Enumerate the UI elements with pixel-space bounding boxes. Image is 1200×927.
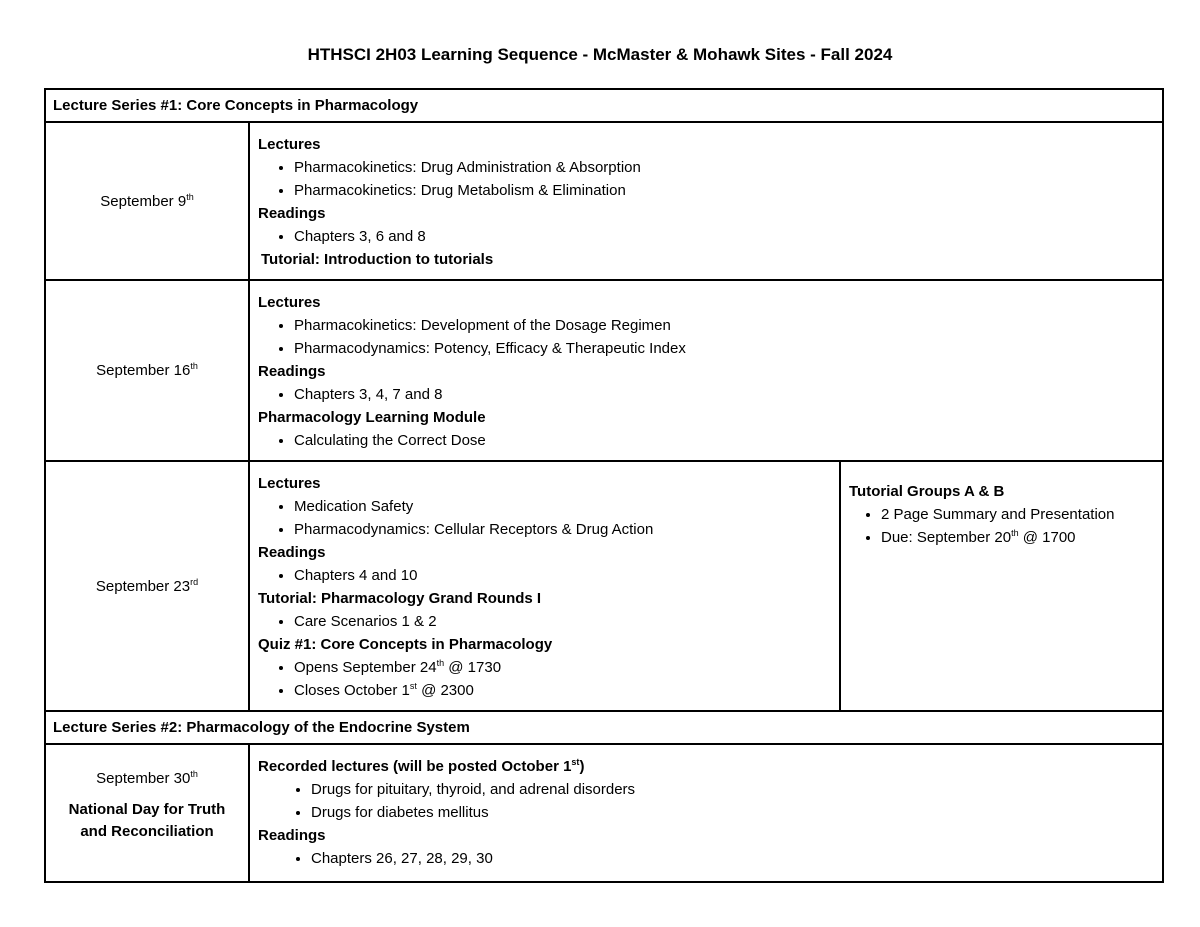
date-suffix: th <box>190 769 198 779</box>
lectures-list <box>258 156 1154 202</box>
quiz-closes-item: • Closes October 1st @ 2300 <box>294 679 831 702</box>
week-content <box>249 122 1163 280</box>
readings-list <box>258 564 831 587</box>
tutorial-list <box>258 610 831 633</box>
week-content <box>249 280 1163 461</box>
lectures-heading: Lectures <box>258 136 321 153</box>
list-item: • Care Scenarios 1 & 2 <box>294 610 831 633</box>
readings-heading: Readings <box>258 827 326 844</box>
series-header-row <box>45 89 1163 122</box>
week-row-sep-23 <box>45 461 1163 711</box>
readings-list <box>258 847 1154 870</box>
list-item: • Chapters 4 and 10 <box>294 564 831 587</box>
list-item: • Chapters 3, 4, 7 and 8 <box>294 383 1154 406</box>
week-date <box>45 122 249 280</box>
tutorial-heading: Tutorial: Introduction to tutorials <box>261 251 494 268</box>
lectures-list <box>258 495 831 541</box>
list-item: • Pharmacokinetics: Drug Administration & Absorption <box>294 156 1154 179</box>
recorded-lectures-heading: Recorded lectures (will be posted October 1st) <box>258 757 585 775</box>
quiz-heading: Quiz #1: Core Concepts in Pharmacology <box>258 636 553 653</box>
readings-list <box>258 225 1154 248</box>
list-item: • Pharmacodynamics: Potency, Efficacy & Therapeutic Index <box>294 337 1154 360</box>
list-item: • Chapters 3, 6 and 8 <box>294 225 1154 248</box>
date-text: September 23 <box>95 577 191 595</box>
week-date <box>45 280 249 461</box>
series-2-title: Lecture Series #2: Pharmacology of the Endocrine System <box>45 711 1163 744</box>
learning-module-list <box>258 429 1154 452</box>
list-item: • Drugs for pituitary, thyroid, and adrenal disorders <box>311 778 1154 801</box>
date-text: September 30 <box>96 770 191 787</box>
learning-sequence-table <box>44 88 1164 883</box>
list-item: • Medication Safety <box>294 495 831 518</box>
week-date <box>45 744 249 882</box>
readings-list <box>258 383 1154 406</box>
date-suffix: th <box>186 191 194 202</box>
holiday-note: National Day for Truth and Reconciliation <box>68 801 226 840</box>
week-date <box>45 461 249 711</box>
lectures-heading: Lectures <box>258 294 321 311</box>
list-item: • Pharmacokinetics: Development of the Dosage Regimen <box>294 314 1154 337</box>
list-item: • Chapters 26, 27, 28, 29, 30 <box>311 847 1154 870</box>
series-header-row <box>45 711 1163 744</box>
week-row-sep-30 <box>45 744 1163 882</box>
readings-heading: Readings <box>258 544 326 561</box>
quiz-list <box>258 656 831 702</box>
tutorial-groups-cell <box>840 461 1163 711</box>
lectures-list <box>258 314 1154 360</box>
tutorial-groups-list <box>849 503 1154 549</box>
week-content <box>249 461 840 711</box>
learning-module-heading: Pharmacology Learning Module <box>258 409 486 426</box>
due-date-item: • Due: September 20th @ 1700 <box>881 526 1154 549</box>
date-suffix: th <box>190 361 198 371</box>
series-1-title: Lecture Series #1: Core Concepts in Pharmacology <box>45 89 1163 122</box>
quiz-opens-item: • Opens September 24th @ 1730 <box>294 656 831 679</box>
tutorial-groups-heading: Tutorial Groups A & B <box>849 483 1005 500</box>
lectures-heading: Lectures <box>258 475 321 492</box>
list-item: • 2 Page Summary and Presentation <box>881 503 1154 526</box>
week-content <box>249 744 1163 882</box>
document-title: HTHSCI 2H03 Learning Sequence - McMaster & Mohawk Sites - Fall 2024 <box>307 45 893 64</box>
week-row-sep-16 <box>45 280 1163 461</box>
date-suffix: rd <box>190 576 199 587</box>
date-text: September 16 <box>96 362 191 379</box>
list-item: • Drugs for diabetes mellitus <box>311 801 1154 824</box>
date-text: September 9 <box>100 192 187 210</box>
list-item: • Calculating the Correct Dose <box>294 429 1154 452</box>
list-item: • Pharmacodynamics: Cellular Receptors & Drug Action <box>294 518 831 541</box>
week-row-sep-9 <box>45 122 1163 280</box>
list-item: • Pharmacokinetics: Drug Metabolism & Elimination <box>294 179 1154 202</box>
lectures-list <box>258 778 1154 824</box>
readings-heading: Readings <box>258 363 326 380</box>
readings-heading: Readings <box>258 205 326 222</box>
tutorial-heading: Tutorial: Pharmacology Grand Rounds I <box>258 590 542 607</box>
